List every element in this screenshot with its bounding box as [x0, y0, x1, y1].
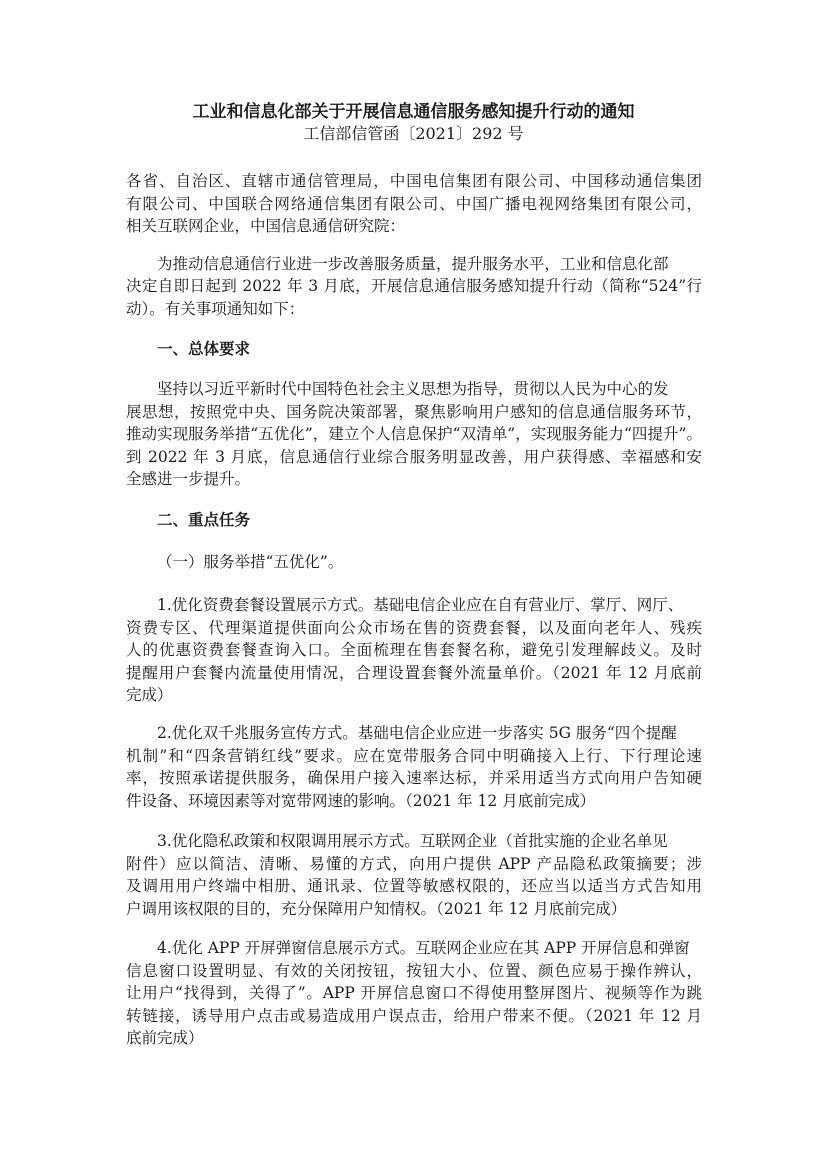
document-number: 工信部信管函〔2021〕292 号	[303, 124, 524, 143]
body-line: 决定自即日起到 2022 年 3 月底，开展信息通信服务感知提升行动（简称“524”行	[126, 277, 702, 295]
body-line: 户调用该权限的目的，充分保障用户知情权。（2021 年 12 月底前完成）	[126, 900, 627, 918]
body-line: 3.优化隐私政策和权限调用展示方式。互联网企业（首批实施的企业名单见	[157, 832, 668, 850]
body-line: 1.优化资费套餐设置展示方式。基础电信企业应在自有营业厅、掌厅、网厅、	[157, 596, 684, 614]
body-line: 为推动信息通信行业进一步改善服务质量，提升服务水平，工业和信息化部	[157, 255, 669, 273]
body-line: 让用户“找得到，关得了”。APP 开屏信息窗口不得使用整屏图片、视频等作为跳	[126, 984, 702, 1002]
section-heading: 二、重点任务	[157, 510, 251, 529]
body-line: 坚持以习近平新时代中国特色社会主义思想为指导，贯彻以人民为中心的发	[157, 380, 669, 398]
body-line: 推动实现服务举措“五优化”，建立个人信息保护“双清单”，实现服务能力“四提升”。	[126, 425, 702, 443]
body-line: 有限公司、中国联合网络通信集团有限公司、中国广播电视网络集团有限公司，	[126, 195, 702, 213]
document-title: 工业和信息化部关于开展信息通信服务感知提升行动的通知	[192, 102, 635, 122]
body-line: 各省、自治区、直辖市通信管理局，中国电信集团有限公司、中国移动通信集团	[126, 172, 702, 190]
body-line: 完成）	[126, 686, 173, 704]
body-line: 动）。有关事项通知如下：	[126, 300, 305, 318]
body-line: 人的优惠资费套餐查询入口。全面梳理在售套餐名称，避免引发理解歧义。及时	[126, 641, 702, 659]
body-line: 及调用用户终端中相册、通讯录、位置等敏感权限的，还应当以适当方式告知用	[126, 877, 702, 895]
body-line: 全感进一步提升。	[126, 470, 251, 488]
body-line: 相关互联网企业，中国信息通信研究院：	[126, 217, 406, 235]
subsection-heading: （一）服务举措“五优化”。	[157, 553, 344, 571]
body-line: 转链接，诱导用户点击或易造成用户误点击，给用户带来不便。（2021 年 12 月	[126, 1007, 702, 1025]
body-line: 附件）应以简洁、清晰、易懂的方式，向用户提供 APP 产品隐私政策摘要；涉	[126, 855, 702, 873]
body-line: 4.优化 APP 开屏弹窗信息展示方式。互联网企业应在其 APP 开屏信息和弹窗	[157, 939, 690, 957]
section-heading: 一、总体要求	[157, 339, 251, 358]
body-line: 提醒用户套餐内流量使用情况，合理设置套餐外流量单价。（2021 年 12 月底前	[126, 664, 702, 682]
body-line: 到 2022 年 3 月底，信息通信行业综合服务明显改善，用户获得感、幸福感和安	[126, 448, 702, 466]
body-line: 率，按照承诺提供服务，确保用户接入速率达标，并采用适当方式向用户告知硬	[126, 769, 702, 787]
body-line: 2.优化双千兆服务宣传方式。基础电信企业应进一步落实 5G 服务“四个提醒	[157, 724, 677, 742]
body-line: 展思想，按照党中央、国务院决策部署，聚焦影响用户感知的信息通信服务环节，	[126, 403, 702, 421]
body-line: 资费专区、代理渠道提供面向公众市场在售的资费套餐，以及面向老年人、残疾	[126, 619, 702, 637]
body-line: 信息窗口设置明显、有效的关闭按钮，按钮大小、位置、颜色应易于操作辨认，	[126, 962, 702, 980]
body-line: 机制”和“四条营销红线”要求。应在宽带服务合同中明确接入上行、下行理论速	[126, 747, 702, 765]
body-line: 件设备、环境因素等对宽带网速的影响。（2021 年 12 月底前完成）	[126, 792, 596, 810]
body-line: 底前完成）	[126, 1029, 204, 1047]
